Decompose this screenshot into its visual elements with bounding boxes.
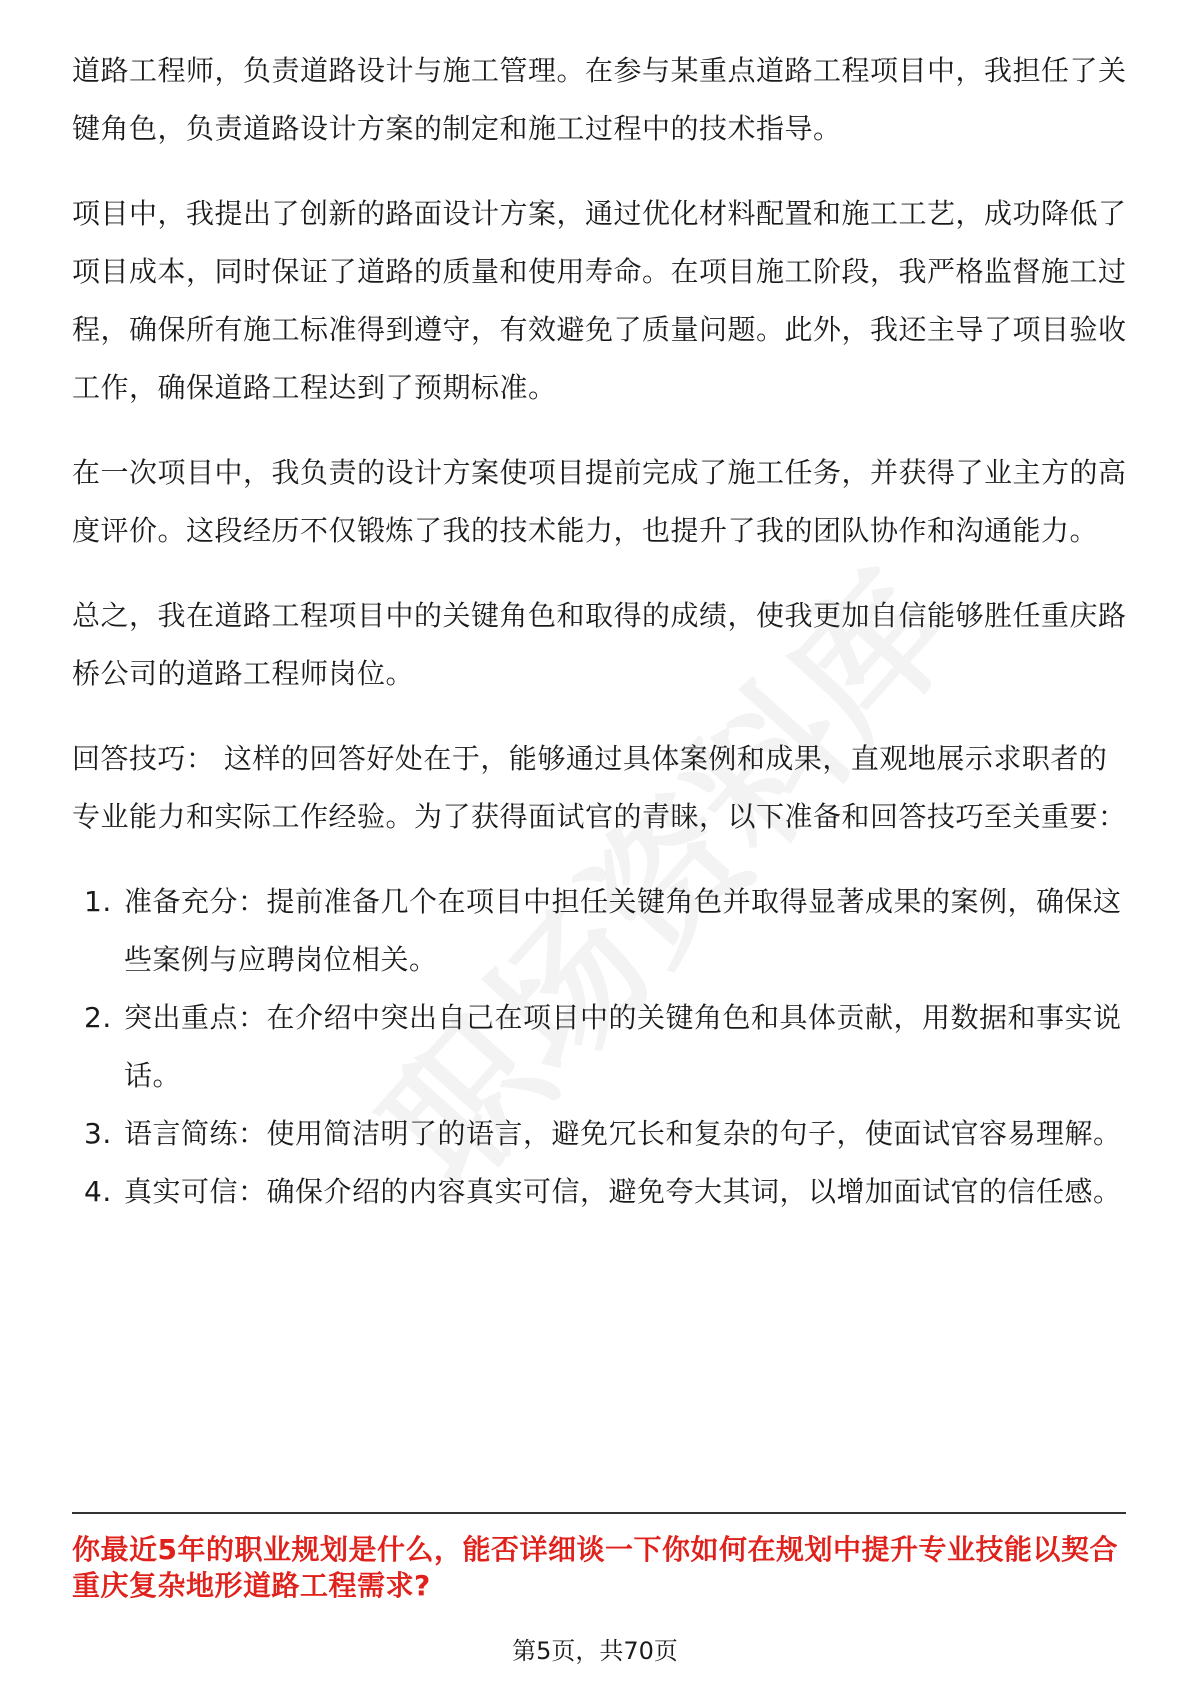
answer-body <box>72 42 1132 1221</box>
page-number: 第5页，共70页 <box>512 1637 678 1665</box>
paragraph-intro: 道路工程师，负责道路设计与施工管理。在参与某重点道路工程项目中，我担任了关键角色，负责道路设计方案的制定和施工过程中的技术指导。 <box>72 54 1127 145</box>
paragraph-tips-intro: 回答技巧： 这样的回答好处在于，能够通过具体案例和成果，直观地展示求职者的专业能力和实际工作经验。为了获得面试官的青睐，以下准备和回答技巧至关重要： <box>72 742 1127 833</box>
section-divider <box>72 1512 1126 1514</box>
tips-list <box>72 873 1132 1221</box>
paragraph-summary: 总之，我在道路工程项目中的关键角色和取得的成绩，使我更加自信能够胜任重庆路桥公司的道路工程师岗位。 <box>72 599 1127 690</box>
list-text: 真实可信：确保介绍的内容真实可信，避免夸大其词，以增加面试官的信任感。 <box>124 1175 1122 1208</box>
list-item <box>72 1163 1132 1221</box>
list-number: 2. <box>84 1001 112 1034</box>
list-text: 语言简练：使用简洁明了的语言，避免冗长和复杂的句子，使面试官容易理解。 <box>124 1117 1122 1150</box>
list-number: 4. <box>84 1175 112 1208</box>
list-item <box>72 1105 1132 1163</box>
list-number: 1. <box>84 885 112 918</box>
list-number: 3. <box>84 1117 112 1150</box>
list-text: 突出重点：在介绍中突出自己在项目中的关键角色和具体贡献，用数据和事实说话。 <box>124 1001 1122 1092</box>
paragraph-project: 项目中，我提出了创新的路面设计方案，通过优化材料配置和施工工艺，成功降低了项目成本，同时保证了道路的质量和使用寿命。在项目施工阶段，我严格监督施工过程，确保所有施工标准得到遵守，有效避免了质量问题。此外，我还主导了项目验收工作，确保道路工程达到了预期标准。 <box>72 197 1127 404</box>
list-text: 准备充分：提前准备几个在项目中担任关键角色并取得显著成果的案例，确保这些案例与应聘岗位相关。 <box>124 885 1122 976</box>
list-item <box>72 989 1132 1105</box>
paragraph-achievement: 在一次项目中，我负责的设计方案使项目提前完成了施工任务，并获得了业主方的高度评价。这段经历不仅锻炼了我的技术能力，也提升了我的团队协作和沟通能力。 <box>72 456 1127 547</box>
next-question-heading: 你最近5年的职业规划是什么，能否详细谈一下你如何在规划中提升专业技能以契合重庆复杂地形道路工程需求? <box>72 1533 1118 1602</box>
list-item <box>72 873 1132 989</box>
